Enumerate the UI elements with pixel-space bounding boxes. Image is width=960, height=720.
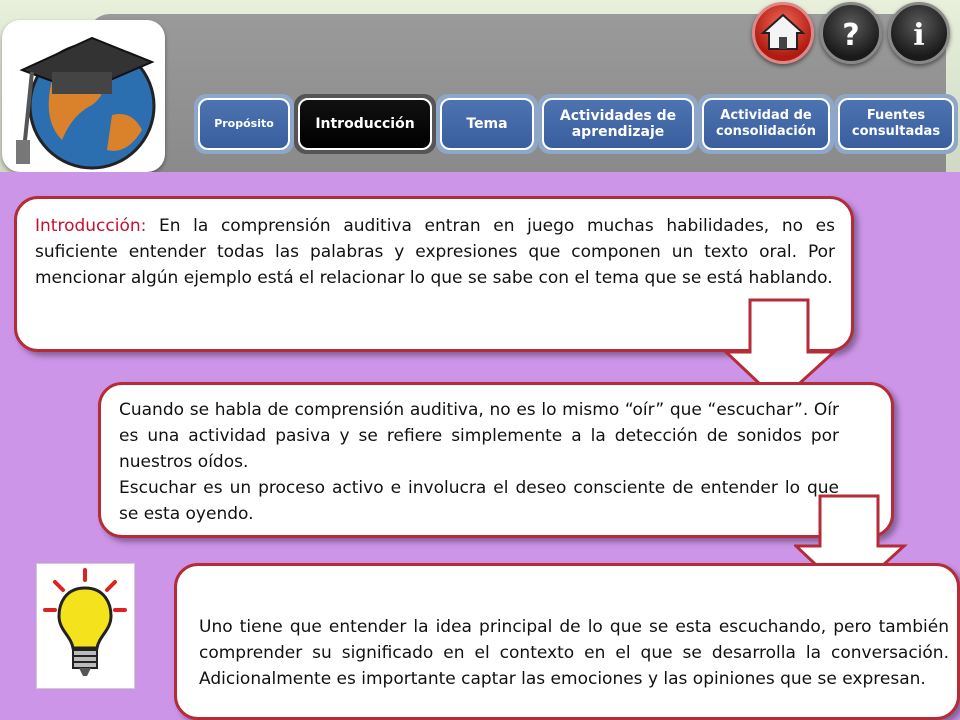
tab-label: Propósito xyxy=(198,98,290,150)
home-icon xyxy=(755,5,811,61)
intro-label: Introducción: xyxy=(35,216,147,236)
info-icon xyxy=(891,5,947,61)
question-icon xyxy=(823,5,879,61)
tab-tema[interactable] xyxy=(436,94,538,154)
listening-box xyxy=(98,382,894,538)
tab-label: Tema xyxy=(440,98,534,150)
home-button[interactable] xyxy=(752,2,814,64)
lightbulb-icon xyxy=(36,563,135,689)
tab-actividades-aprendizaje[interactable] xyxy=(538,94,698,154)
tab-label: Introducción xyxy=(298,98,432,150)
listening-paragraph-2: Escuchar es un proceso activo e involucra el deseo consciente de entender lo que se esta oyendo. xyxy=(119,478,839,524)
main-idea-box xyxy=(174,563,960,720)
tab-fuentes-consultadas[interactable] xyxy=(834,94,958,154)
tab-label: Actividades de aprendizaje xyxy=(542,98,694,150)
tab-proposito[interactable] xyxy=(194,94,294,154)
tab-label: Fuentes consultadas xyxy=(838,98,954,150)
help-glyph: ? xyxy=(842,18,860,53)
help-button[interactable] xyxy=(820,2,882,64)
tab-actividad-consolidacion[interactable] xyxy=(698,94,834,154)
main-idea-text: Uno tiene que entender la idea principal de lo que se esta escuchando, pero también comprender su significado en el contexto en el que se desarrolla la conversación. Adicionalmente es importante captar las emociones y las opiniones que se expresan. xyxy=(199,617,949,689)
info-glyph: i xyxy=(913,18,925,53)
intro-text: En la comprensión auditiva entran en juego muchas habilidades, no es suficiente entender todas las palabras y expresiones que componen un texto oral. Por mencionar algún ejemplo está el relacionar lo que se sabe con el tema que se está hablando. xyxy=(35,216,835,288)
info-button[interactable] xyxy=(888,2,950,64)
graduation-globe-icon xyxy=(2,20,165,172)
listening-paragraph-1: Cuando se habla de comprensión auditiva, no es lo mismo “oír” que “escuchar”. Oír es una actividad pasiva y se refiere simplemente a la detección de sonidos por nuestros oídos. xyxy=(119,400,839,472)
tab-introduccion[interactable] xyxy=(294,94,436,154)
tab-label: Actividad de consolidación xyxy=(702,98,830,150)
